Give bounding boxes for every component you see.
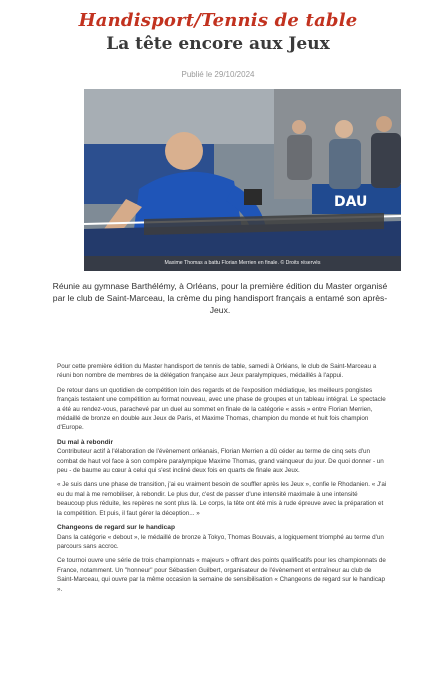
- article-photo: [84, 89, 401, 271]
- article-title: La tête encore aux Jeux: [106, 34, 330, 54]
- article-body: [57, 362, 387, 599]
- paragraph: Dans la catégorie « debout », le médaillé de bronze à Tokyo, Thomas Bouvais, a logiquement triomphé au terme d'un parcours sans accroc.: [57, 533, 384, 550]
- table-tennis-photo: [84, 89, 401, 271]
- subheading: Du mal à rebondir: [57, 438, 114, 446]
- paragraph: De retour dans un quotidien de compétition loin des regards et de l'exposition médiatique, les meilleurs pongistes français testaient une compétition au format nouveau, avec une phase de groupes et un tableau intégral. Le spectacle a été au rendez-vous, parachevé par un duel au sommet en finale de la catégorie « assis » entre Florian Merrien, médaillé de bronze en double aux Jeux de Paris, et Maxime Thomas, champion du monde et huit fois champion d'Europe.: [57, 386, 386, 432]
- publish-date: Publié le 29/10/2024: [181, 70, 255, 79]
- paragraph: Pour cette première édition du Master handisport de tennis de table, samedi à Orléans, le club de Saint-Marceau a réuni bon nombre de membres de la délégation française aux Jeux paralympiques, médaillés à l'appui.: [57, 363, 377, 380]
- banner-text: DAU: [334, 194, 368, 210]
- photo-caption: Maxime Thomas a battu Florian Merrien en finale. © Droits réservés: [84, 256, 401, 271]
- paragraph: Ce tournoi ouvre une série de trois championnats « majeurs » offrant des points qualificatifs pour les championnats de France, notamment. Un "honneur" pour Sébastien Guilbert, organisateur de l'évènement et entraîneur au club de Saint-Marceau, qui ouvre par la même occasion la semaine de sensibilisation « Changeons de regard sur le handicap ».: [57, 557, 386, 593]
- subheading: Changeons de regard sur le handicap: [57, 524, 175, 532]
- article-kicker: Handisport/Tennis de table: [78, 10, 358, 31]
- paragraph: « Je suis dans une phase de transition, j'ai eu vraiment besoin de souffler après les Jeux », confie le Rhodanien. « J'ai eu du mal à me remobiliser, à rebondir. Le plus dur, c'est de passer d'une intensité maximale à une intensité beaucoup plus réduite, les repères ne sont plus là. Le corps, la tête ont été mis à rude épreuve avec la préparation et la compétition. Et puis, il faut gérer la déception... »: [57, 481, 387, 517]
- paragraph: Contributeur actif à l'élaboration de l'évènement orléanais, Florian Merrien a dû céder au terme de cinq sets d'un combat de haut vol face à son compère paralympique Maxime Thomas, grand vainqueur du jour. De quoi donner - un peu - de baume au cœur à celui qui s'est incliné deux fois en quarts de finale aux Jeux.: [57, 448, 384, 475]
- article-lede: Réunie au gymnase Barthélémy, à Orléans, pour la première édition du Master organisé par le club de Saint-Marceau, la crème du ping handisport français a entamé son après-Jeux.: [52, 281, 388, 316]
